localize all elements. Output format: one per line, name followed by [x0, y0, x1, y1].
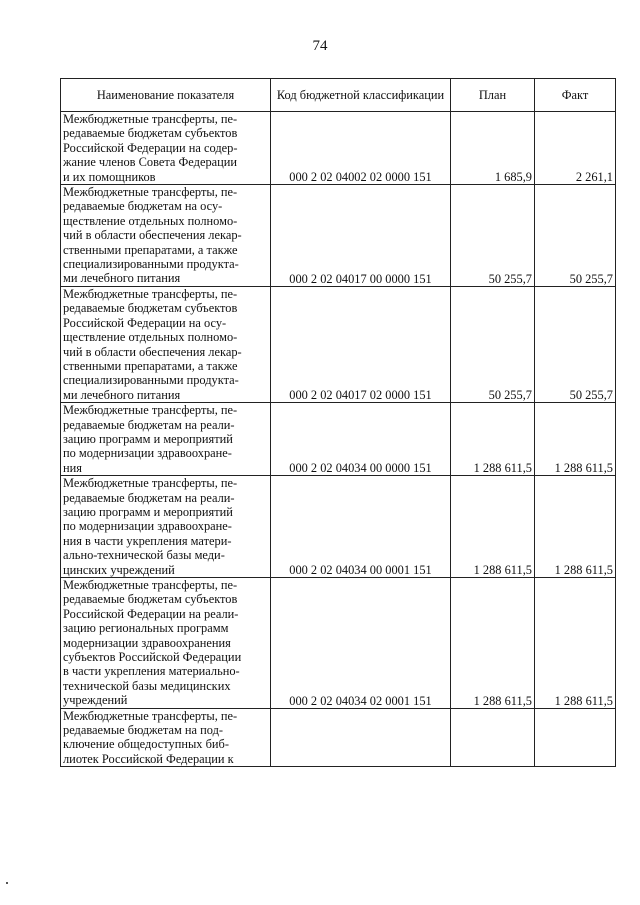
page-number: 74: [312, 38, 328, 54]
row-code: [271, 708, 451, 767]
row-name: Межбюджетные трансферты, пе- редаваемые бюджетам субъектов Российской Федерации на осу- ществление отдельных полномо- чий в области обеспечения лекар- ственными препаратами, а также специализированными продукта- ми лечебного питания: [61, 286, 271, 402]
header-fact: Факт: [535, 79, 616, 112]
row-name: Межбюджетные трансферты, пе- редаваемые бюджетам на реали- зацию программ и мероприятий по модернизации здравоохране- ния: [61, 403, 271, 476]
header-row: [61, 79, 616, 112]
row-code: 000 2 02 04017 00 0000 151: [271, 185, 451, 287]
table-row: [61, 708, 616, 767]
row-name: Межбюджетные трансферты, пе- редаваемые бюджетам на реали- зацию программ и мероприятий по модернизации здравоохране- ния в части укрепления матери- ально-технической базы меди- цинских учреждений: [61, 476, 271, 578]
table-row: [61, 286, 616, 402]
header-plan: План: [451, 79, 535, 112]
row-fact: 1 288 611,5: [535, 476, 616, 578]
row-plan: 50 255,7: [451, 185, 535, 287]
table-row: [61, 112, 616, 185]
row-plan: 1 288 611,5: [451, 578, 535, 709]
row-name: Межбюджетные трансферты, пе- редаваемые бюджетам субъектов Российской Федерации на реали- зацию региональных программ модернизации здравоохранения субъектов Российской Федерации в части укрепления материально- технической базы медицинских учреждений: [61, 578, 271, 709]
row-plan: 1 685,9: [451, 112, 535, 185]
row-plan: [451, 708, 535, 767]
table-row: [61, 185, 616, 287]
row-name: Межбюджетные трансферты, пе- редаваемые бюджетам на осу- ществление отдельных полномо- чий в области обеспечения лекар- ственными препаратами, а также специализированными продукта- ми лечебного питания: [61, 185, 271, 287]
row-fact: 50 255,7: [535, 286, 616, 402]
table-row: [61, 476, 616, 578]
row-name: Межбюджетные трансферты, пе- редаваемые бюджетам субъектов Российской Федерации на содер- жание членов Совета Федерации и их помощников: [61, 112, 271, 185]
table-row: [61, 403, 616, 476]
row-fact: [535, 708, 616, 767]
row-plan: 1 288 611,5: [451, 403, 535, 476]
row-plan: 1 288 611,5: [451, 476, 535, 578]
row-fact: 2 261,1: [535, 112, 616, 185]
row-fact: 1 288 611,5: [535, 578, 616, 709]
budget-table: [60, 78, 616, 767]
scan-speck: [6, 882, 8, 884]
row-code: 000 2 02 04034 00 0001 151: [271, 476, 451, 578]
header-name: Наименование показателя: [61, 79, 271, 112]
row-fact: 50 255,7: [535, 185, 616, 287]
row-code: 000 2 02 04034 02 0001 151: [271, 578, 451, 709]
header-code: Код бюджетной классификации: [271, 79, 451, 112]
row-code: 000 2 02 04002 02 0000 151: [271, 112, 451, 185]
row-plan: 50 255,7: [451, 286, 535, 402]
row-code: 000 2 02 04017 02 0000 151: [271, 286, 451, 402]
row-code: 000 2 02 04034 00 0000 151: [271, 403, 451, 476]
row-fact: 1 288 611,5: [535, 403, 616, 476]
table-row: [61, 578, 616, 709]
row-name: Межбюджетные трансферты, пе- редаваемые бюджетам на под- ключение общедоступных биб- лиотек Российской Федерации к: [61, 708, 271, 767]
